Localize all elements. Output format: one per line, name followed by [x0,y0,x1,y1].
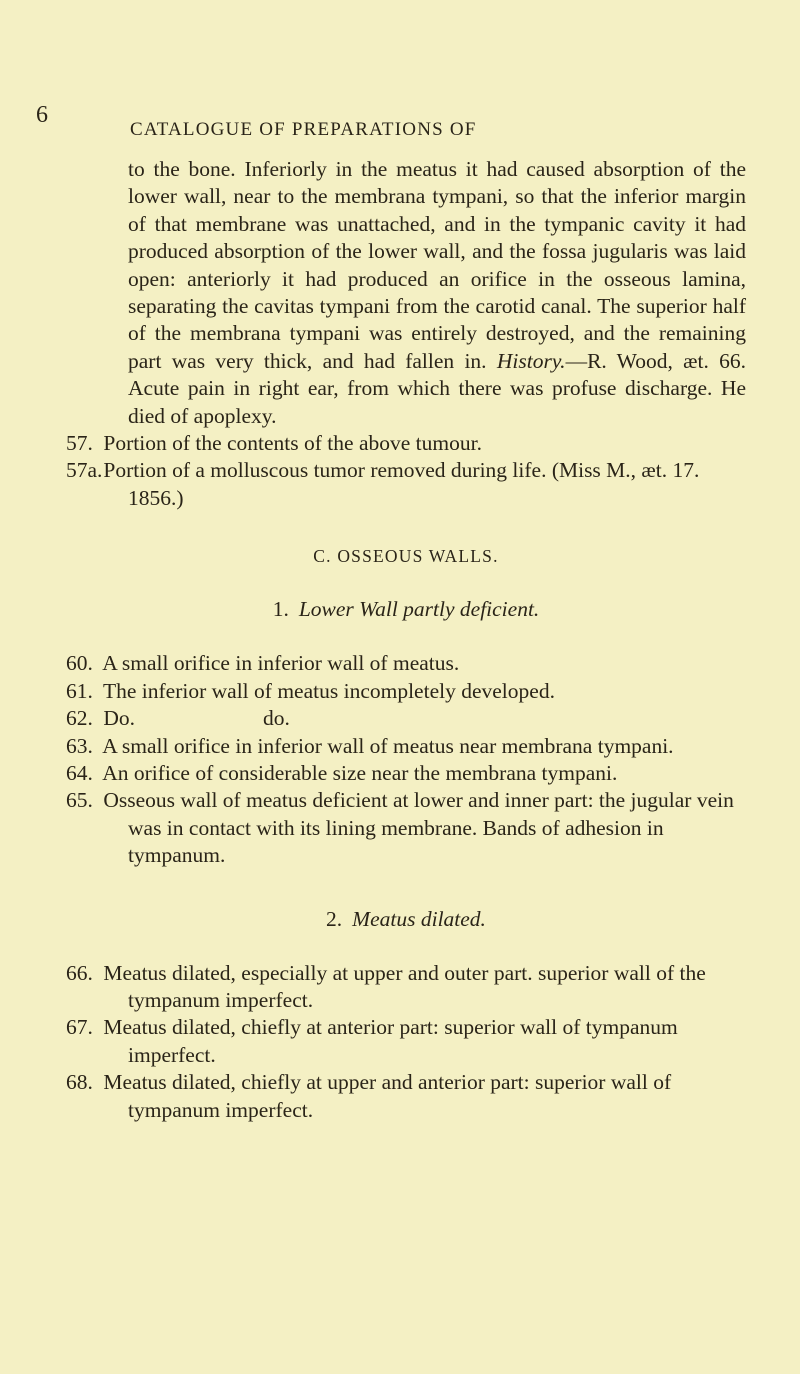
subsection-title: Lower Wall partly deficient. [298,597,540,622]
entry-number: 65. [66,788,93,813]
history-italic-label: History. [496,348,566,373]
continued-paragraph [66,156,746,430]
catalogue-entry-68 [66,1069,746,1124]
catalogue-entry-64 [66,760,746,787]
running-head: CATALOGUE OF PREPARATIONS OF [130,119,477,140]
entry-number: 68. [66,1070,93,1095]
entry-text-ditto-lower: do. [263,706,290,731]
subsection-heading-meatus-dilated [66,906,746,932]
entry-number: 64. [66,760,93,785]
subsection-heading-lower-wall [66,596,746,622]
entry-text-ditto: Do. [103,706,136,731]
entry-number: 62. [66,706,93,731]
catalogue-entry-57 [66,430,746,457]
entry-text: Meatus dilated, chiefly at anterior part: superior wall of tympanum imperfect. [103,1015,678,1067]
continued-text-part-1: to the bone. Inferiorly in the meatus it had caused absorption of the lower wall, near to the membrana tympani, so that the inferior margin of that membrane was unattached, and in the tympanic cavity it had produced absorption of the lower wall, and the fossa jugularis was laid open: anteriorly it had produced an orifice in the osseous lamina, separating the cavitas tympani from the carotid canal. The superior half of the membrana tympani was entirely destroyed, and the remaining part was very thick, and had fallen in. [128,157,746,373]
subsection-title: Meatus dilated. [352,906,486,931]
subsection-number: 2. [326,906,343,931]
entry-number: 60. [66,651,93,676]
entry-number: 63. [66,733,93,758]
catalogue-entry-57a [66,457,746,512]
entry-number: 61. [66,678,93,703]
entry-number: 66. [66,960,93,985]
entry-text: Portion of a molluscous tumor removed during life. (Miss M., æt. 17. 1856.) [103,458,700,510]
entry-text: The inferior wall of meatus incompletely developed. [103,678,555,703]
page-body [66,156,746,1124]
subsection-number: 1. [272,597,289,622]
catalogue-entry-61 [66,678,746,705]
entry-text: A small orifice in inferior wall of meatus. [102,651,460,676]
catalogue-entry-65 [66,787,746,869]
entry-text: Osseous wall of meatus deficient at lower and inner part: the jugular vein was in contact with its lining membrane. Bands of adhesion in tympanum. [103,788,734,868]
entry-number: 67. [66,1015,93,1040]
catalogue-entry-62 [66,705,746,732]
catalogue-entry-60 [66,650,746,677]
catalogue-entry-63 [66,733,746,760]
entry-text: Meatus dilated, chiefly at upper and anterior part: superior wall of tympanum imperfect. [103,1070,672,1122]
entry-text: A small orifice in inferior wall of meatus near membrana tympani. [102,733,674,758]
catalogue-entry-66 [66,960,746,1015]
entry-number: 57. [66,431,93,456]
entry-text: An orifice of considerable size near the membrana tympani. [102,760,618,785]
entry-number: 57a. [66,458,103,483]
section-heading-osseous-walls: C. OSSEOUS WALLS. [313,546,499,567]
continued-text-part-2: —R. Wood, æt. 66. Acute pain in right ear, from which there was profuse discharge. He died of apoplexy. [128,348,747,428]
catalogue-entry-67 [66,1014,746,1069]
page-number: 6 [36,102,48,128]
entry-text: Meatus dilated, especially at upper and outer part. superior wall of the tympanum imperfect. [103,960,706,1012]
entry-text: Portion of the contents of the above tumour. [103,431,482,456]
